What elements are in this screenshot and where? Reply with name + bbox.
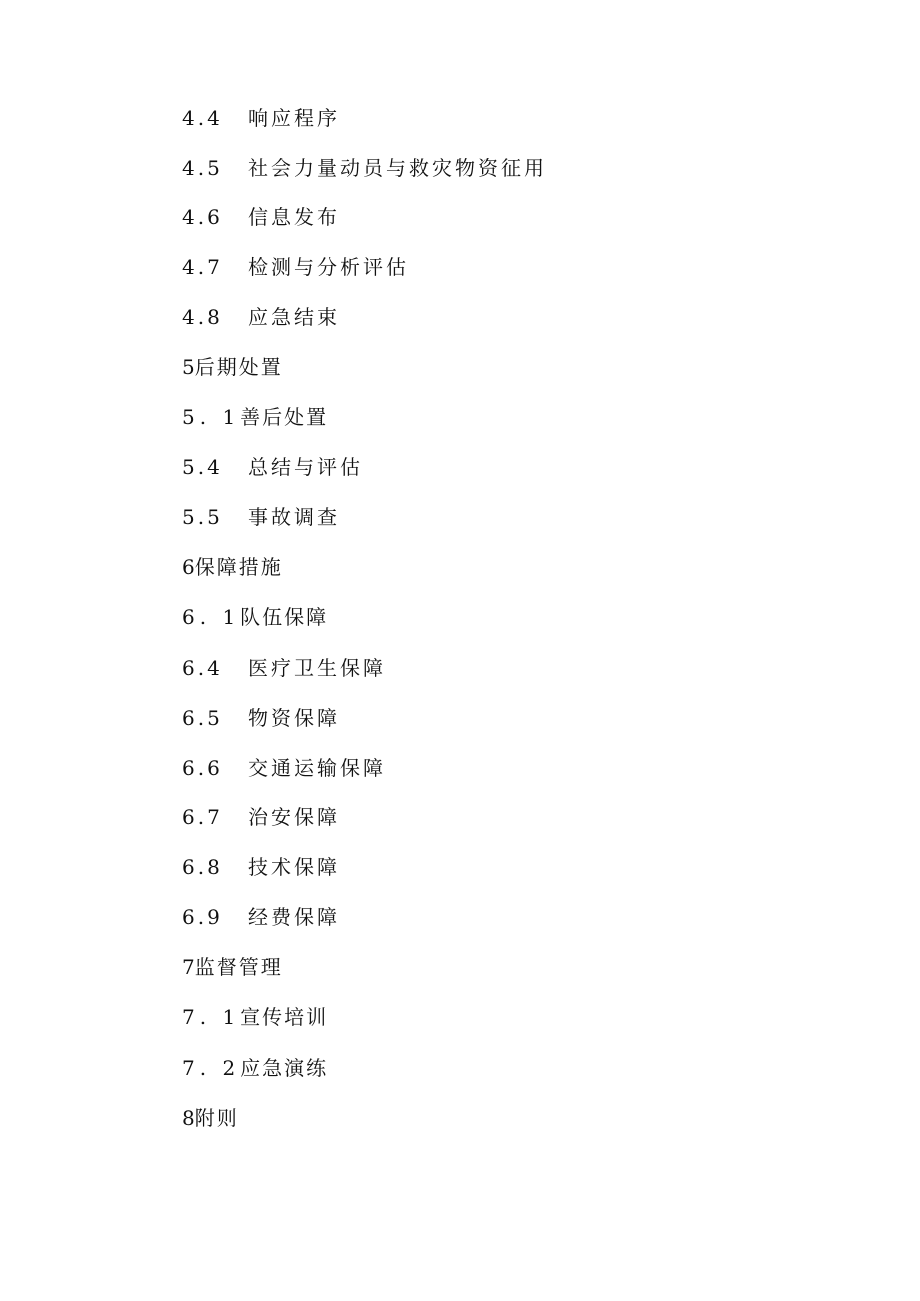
toc-entry-7-1	[182, 1002, 328, 1032]
toc-entry-6-9	[182, 902, 340, 932]
toc-entry-label: 附则	[194, 1106, 239, 1130]
toc-entry-label: 善后处置	[240, 405, 329, 429]
toc-entry-5-1	[182, 402, 328, 432]
toc-entry-label: 响应程序	[248, 106, 340, 130]
toc-entry-number: 4.6	[182, 205, 223, 229]
toc-entry-label: 社会力量动员与救灾物资征用	[248, 156, 547, 180]
toc-entry-number: 5.5	[182, 505, 223, 529]
toc-entry-number: 6.9	[182, 905, 223, 929]
toc-entry-6-4	[182, 653, 386, 683]
toc-entry-number: 4.8	[182, 305, 223, 329]
toc-entry-number: 6.8	[182, 855, 223, 879]
toc-entry-number: 6.4	[182, 656, 223, 680]
toc-entry-label: 后期处置	[194, 355, 283, 379]
toc-entry-6-6	[182, 753, 386, 783]
toc-entry-6-8	[182, 852, 340, 882]
toc-entry-4-5	[182, 153, 547, 183]
toc-heading-8	[182, 1103, 239, 1133]
toc-entry-label: 技术保障	[248, 855, 340, 879]
toc-heading-7	[182, 952, 283, 982]
toc-entry-6-7	[182, 802, 340, 832]
toc-heading-5	[182, 352, 283, 382]
toc-entry-number: 6. 1	[182, 605, 241, 629]
toc-entry-6-1	[182, 602, 328, 632]
toc-entry-label: 医疗卫生保障	[248, 656, 386, 680]
toc-entry-label: 宣传培训	[240, 1005, 329, 1029]
toc-entry-number: 7	[182, 955, 195, 979]
toc-entry-label: 队伍保障	[240, 605, 329, 629]
toc-entry-number: 4.5	[182, 156, 223, 180]
toc-entry-label: 保障措施	[194, 555, 283, 579]
toc-entry-label: 总结与评估	[248, 455, 363, 479]
toc-entry-5-5	[182, 502, 340, 532]
toc-entry-number: 5	[182, 355, 195, 379]
toc-entry-label: 交通运输保障	[248, 756, 386, 780]
toc-entry-4-4	[182, 103, 340, 133]
toc-entry-label: 应急结束	[248, 305, 340, 329]
toc-entry-number: 8	[182, 1106, 195, 1130]
toc-entry-number: 7. 1	[182, 1005, 241, 1029]
toc-entry-label: 物资保障	[248, 706, 340, 730]
toc-entry-number: 6.7	[182, 805, 223, 829]
toc-entry-label: 应急演练	[240, 1056, 329, 1080]
toc-entry-label: 经费保障	[248, 905, 340, 929]
toc-entry-4-8	[182, 302, 340, 332]
toc-heading-6	[182, 552, 283, 582]
toc-entry-number: 6.5	[182, 706, 223, 730]
toc-entry-4-6	[182, 202, 340, 232]
toc-entry-number: 5.4	[182, 455, 223, 479]
toc-entry-number: 7. 2	[182, 1056, 241, 1080]
toc-entry-label: 监督管理	[194, 955, 283, 979]
toc-entry-number: 6.6	[182, 756, 223, 780]
toc-entry-label: 事故调查	[248, 505, 340, 529]
toc-entry-number: 6	[182, 555, 195, 579]
toc-entry-7-2	[182, 1053, 328, 1083]
toc-entry-label: 检测与分析评估	[248, 255, 409, 279]
toc-entry-number: 4.7	[182, 255, 223, 279]
toc-entry-5-4	[182, 452, 363, 482]
toc-entry-number: 5. 1	[182, 405, 241, 429]
toc-entry-number: 4.4	[182, 106, 223, 130]
toc-entry-label: 治安保障	[248, 805, 340, 829]
toc-entry-4-7	[182, 252, 409, 282]
toc-entry-6-5	[182, 703, 340, 733]
toc-entry-label: 信息发布	[248, 205, 340, 229]
